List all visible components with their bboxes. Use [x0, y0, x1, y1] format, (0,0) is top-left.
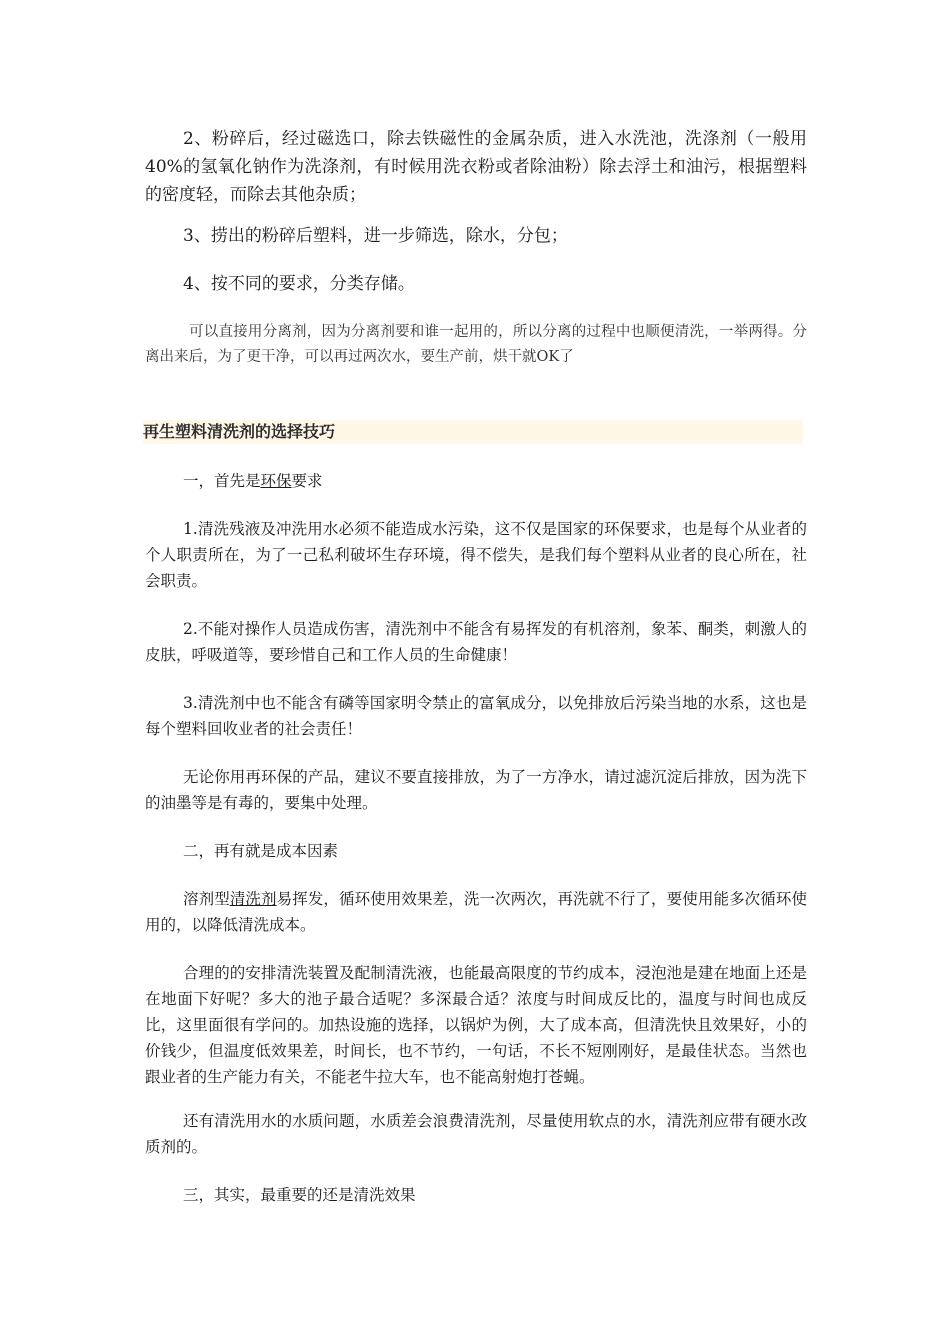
subsection-2-title: 二，再有就是成本因素 [183, 842, 339, 860]
step-2-paragraph: 2、粉碎后，经过磁选口，除去铁磁性的金属杂质，进入水洗池，洗涤剂（一般用40%的氢氧化钠作为洗涤剂，有时候用洗衣粉或者除油粉）除去浮土和油污，根据塑料的密度轻，而除去其他杂质； [145, 129, 807, 205]
solvent-pre: 溶剂型 [183, 890, 230, 908]
item-3-paragraph: 3.清洗剂中也不能含有磷等国家明令禁止的富氧成分，以免排放后污染当地的水系，这也是每个塑料回收业者的社会责任！ [145, 694, 807, 738]
step-4-paragraph: 4、按不同的要求，分类存储。 [183, 274, 415, 294]
subsection-1-pre: 一，首先是 [183, 472, 261, 490]
separation-note: 可以直接用分离剂，因为分离剂要和谁一起用的，所以分离的过程中也顺便清洗，一举两得。分离出来后，为了更干净，可以再过两次水，要生产前，烘干就OK了 [145, 324, 807, 365]
disposal-paragraph: 无论你用再环保的产品，建议不要直接排放，为了一方净水，请过滤沉淀后排放，因为洗下的油墨等是有毒的，要集中处理。 [145, 768, 807, 812]
water-quality-paragraph: 还有清洗用水的水质问题，水质差会浪费清洗剂，尽量使用软点的水，清洗剂应带有硬水改质剂的。 [145, 1112, 807, 1156]
cost-paragraph: 合理的的安排清洗装置及配制清洗液，也能最高限度的节约成本，浸泡池是建在地面上还是在地面下好呢？多大的池子最合适呢？多深最合适？浓度与时间成反比的，温度与时间也成反比，这里面很有学问的。加热设施的选择，以锅炉为例，大了成本高，但清洗快且效果好，小的价钱少，但温度低效果差，时间长，也不节约，一句话，不长不短刚刚好，是最佳状态。当然也跟业者的生产能力有关，不能老牛拉大车，也不能高射炮打苍蝇。 [145, 964, 807, 1086]
subsection-3-title: 三，其实，最重要的还是清洗效果 [183, 1186, 416, 1204]
item-1-paragraph: 1.清洗残液及冲洗用水必须不能造成水污染，这不仅是国家的环保要求，也是每个从业者的个人职责所在，为了一己私利破坏生存环境，得不偿失，是我们每个塑料从业者的良心所在，社会职责。 [145, 520, 807, 590]
cleaner-link[interactable]: 清洗剂 [229, 890, 277, 908]
section-heading: 再生塑料清洗剂的选择技巧 [143, 420, 803, 444]
subsection-1-post: 要求 [291, 472, 323, 490]
solvent-paragraph [145, 886, 807, 938]
item-2-paragraph: 2.不能对操作人员造成伤害，清洗剂中不能含有易挥发的有机溶剂，象苯、酮类，刺激人的皮肤，呼吸道等，要珍惜自己和工作人员的生命健康！ [145, 620, 807, 664]
step-3-paragraph: 3、捞出的粉碎后塑料，进一步筛选，除水，分包； [183, 226, 568, 246]
environment-link[interactable]: 环保 [260, 472, 292, 490]
solvent-post: 易挥发，循环使用效果差，洗一次两次，再洗就不行了，要使用能多次循环使用的，以降低清洗成本。 [145, 890, 807, 934]
subsection-1-title [145, 468, 807, 494]
